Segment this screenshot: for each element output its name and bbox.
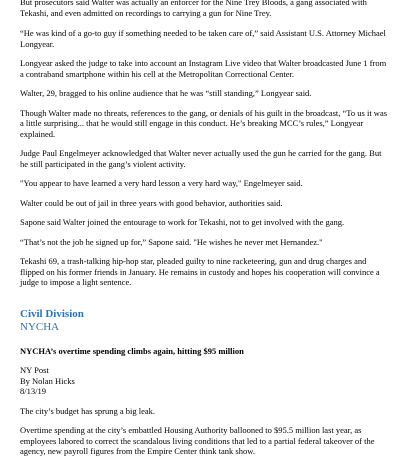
article-paragraph: But prosecutors said Walter was actually an enforcer for the Nine Trey Bloods, a gang associated with Tekashi, and even admitted on recordings to carrying a gun for Nine Trey. [20, 0, 367, 18]
article-paragraph: “That’s not the job he signed up for,” Sapone said. "He wishes he never met Hernandez." [20, 236, 323, 247]
byline-publication: NY Post [20, 365, 49, 375]
article-paragraph: "You appear to have learned a very hard lesson a very hard way," Engelmeyer said. [20, 178, 303, 188]
article-paragraph: Walter, 29, bragged to his online audience that he was “still standing,” Longyear said. [20, 88, 312, 98]
article-paragraph: Tekashi 69, a trash-talking hip-hop star, pleaded guilty to nine racketeering, gun and drug charges and flipped on his former friends in January. He remains in custody and hopes his cooperation will convince a judge to impose a light sentence. [20, 256, 380, 287]
story-byline [20, 365, 388, 397]
article-paragraph: Walter could be out of jail in three years with good behavior, authorities said. [20, 197, 283, 208]
story [20, 346, 388, 457]
story-paragraph: Overtime spending at the city’s embattled Housing Authority ballooned to $95.5 million last year, as employees labored to correct the scandalous living conditions that led to a partial federal takeover of the agency, new payroll figures from the Empire Center think tank show. [20, 425, 375, 456]
article-paragraph: Though Walter made no threats, references to the gang, or denials of his guilt in the broadcast, “To us it was a little surprising... that he would still engage in this conduct. He’s breaking MCC’s rules,” Longyear explained. [20, 107, 388, 139]
article-paragraph: “He was kind of a go-to guy if something needed to be taken care of,” said Assistant U.S. Attorney Michael Longyear. [20, 28, 386, 49]
byline-date: 8/13/19 [20, 386, 46, 396]
section-agency: NYCHA [20, 320, 60, 333]
story-title: NYCHA’s overtime spending climbs again, hitting $95 million [20, 345, 244, 356]
article-paragraph: Longyear asked the judge to take into account an Instagram Live video that Walter broadcasted June 1 from a contraband smartphone within his cell at the Metropolitan Correctional Center. [20, 58, 387, 79]
article-paragraph: Sapone said Walter joined the entourage to work for Tekashi, not to get involved with the gang. [20, 217, 345, 227]
article-body [20, 0, 388, 288]
byline-author: By Nolan Hicks [20, 375, 75, 386]
section-heading [20, 308, 388, 334]
article-paragraph: Judge Paul Engelmeyer acknowledged that Walter never actually used the gun he carried for the gang. But he still participated in the gang’s violent activity. [20, 148, 382, 169]
section-division: Civil Division [20, 307, 84, 320]
story-paragraph: The city’s budget has sprung a big leak. [20, 405, 156, 416]
